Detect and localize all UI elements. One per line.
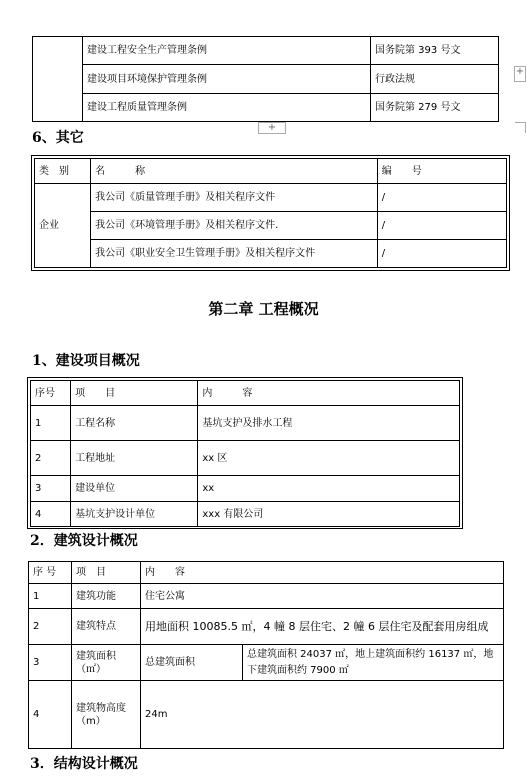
table-cell: 2 (29, 609, 72, 645)
table-header-row (35, 159, 507, 184)
table-row (31, 502, 460, 527)
chapter-title: 第二章 工程概况 (208, 300, 319, 318)
table-cell: xxx 有限公司 (198, 502, 460, 527)
table-cell: 建设单位 (71, 476, 198, 502)
section-heading: 1、建设项目概况 (32, 353, 140, 369)
table-cell: 工程地址 (71, 441, 198, 476)
project-overview-table (30, 380, 460, 527)
table-cell: 1 (29, 584, 72, 609)
table-cell: 2 (31, 441, 71, 476)
table-cell (33, 37, 83, 122)
others-table (34, 158, 507, 268)
table-cell: 建筑面积（㎡） (72, 645, 141, 681)
header-cell: 内 容 (198, 381, 460, 406)
table-row (33, 65, 499, 94)
table-cell: 建设工程质量管理条例 (83, 94, 371, 122)
table-cell: 住宅公寓 (141, 584, 504, 609)
table-cell: 总建筑面积 (141, 645, 243, 681)
table-cell: 24m (141, 681, 504, 749)
table-cell: 3 (31, 476, 71, 502)
table-row (29, 609, 504, 645)
table-row (29, 681, 504, 749)
header-cell: 类 别 (35, 159, 91, 184)
header-cell: 序号 (31, 381, 71, 406)
table-row (31, 476, 460, 502)
table-cell: 4 (31, 502, 71, 527)
table-cell: / (377, 184, 506, 212)
table-row (33, 37, 499, 65)
table-row (35, 240, 507, 268)
table-cell: 行政法规 (371, 65, 499, 94)
category-cell: 企业 (35, 184, 91, 268)
header-cell: 编 号 (377, 159, 506, 184)
table-row (35, 212, 507, 240)
table-cell: 建筑功能 (72, 584, 141, 609)
section-heading: 6、其它 (32, 130, 84, 146)
table-cell: 用地面积 10085.5 ㎡，4 幢 8 层住宅、2 幢 6 层住宅及配套用房组成 (141, 609, 504, 645)
table-row (35, 184, 507, 212)
table-cell: 建筑物高度（m） (72, 681, 141, 749)
table-row (29, 645, 504, 681)
table-cell: 我公司《质量管理手册》及相关程序文件 (91, 184, 378, 212)
header-cell: 名 称 (91, 159, 378, 184)
table-cell: 4 (29, 681, 72, 749)
table-cell: / (377, 212, 506, 240)
table-cell: 基坑支护设计单位 (71, 502, 198, 527)
table-cell: 工程名称 (71, 406, 198, 441)
table-cell: 建筑特点 (72, 609, 141, 645)
table-cell: 1 (31, 406, 71, 441)
arch-design-table (28, 561, 504, 749)
header-cell: 序 号 (29, 562, 72, 584)
table-cell: 国务院第 279 号文 (371, 94, 499, 122)
table-cell: 建设工程安全生产管理条例 (83, 37, 371, 65)
add-row-plus-icon[interactable]: + (258, 122, 286, 134)
table-row (33, 94, 499, 122)
table-row (31, 406, 460, 441)
section-heading: 2．建筑设计概况 (30, 533, 138, 549)
table-cell: 基坑支护及排水工程 (198, 406, 460, 441)
add-column-plus-icon[interactable]: + (514, 66, 526, 82)
regulations-table (32, 36, 499, 122)
table-cell: 我公司《环境管理手册》及相关程序文件. (91, 212, 378, 240)
header-cell: 内 容 (141, 562, 504, 584)
table-cell: 我公司《职业安全卫生管理手册》及相关程序文件 (91, 240, 378, 268)
header-cell: 项 目 (72, 562, 141, 584)
others-table-frame (31, 155, 510, 271)
section-heading: 3．结构设计概况 (30, 756, 138, 772)
table-resize-handle-icon[interactable] (515, 122, 526, 133)
table-cell: / (377, 240, 506, 268)
table-row (31, 441, 460, 476)
header-cell: 项 目 (71, 381, 198, 406)
project-overview-frame (27, 377, 463, 529)
table-cell: xx (198, 476, 460, 502)
table-cell: 国务院第 393 号文 (371, 37, 499, 65)
table-header-row (29, 562, 504, 584)
table-cell: 3 (29, 645, 72, 681)
table-header-row (31, 381, 460, 406)
table-row (29, 584, 504, 609)
table-cell: 建设项目环境保护管理条例 (83, 65, 371, 94)
table-cell: xx 区 (198, 441, 460, 476)
table-cell: 总建筑面积 24037 ㎡，地上建筑面积约 16137 ㎡，地下建筑面积约 7900 ㎡ (243, 645, 504, 681)
